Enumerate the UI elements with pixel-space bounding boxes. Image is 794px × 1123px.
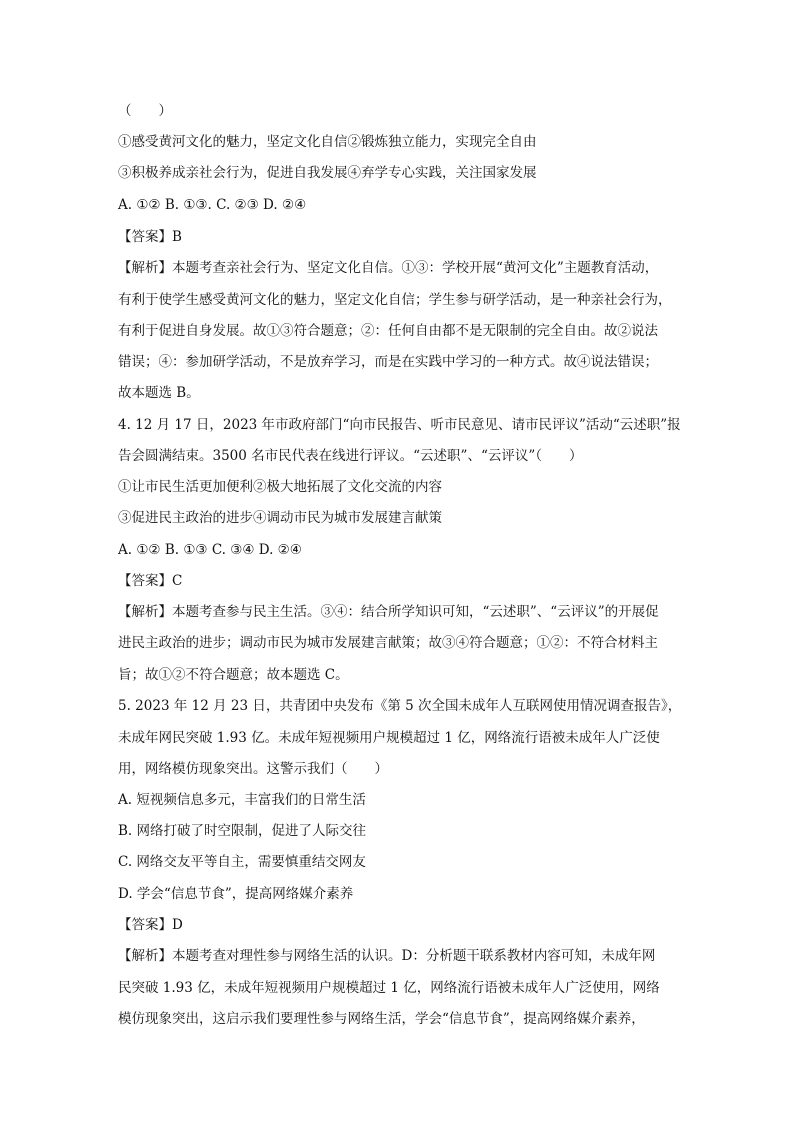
- q3-stem-tail: （ ）: [118, 103, 172, 119]
- q5-answer: 【答案】D: [118, 917, 183, 933]
- q4-stem-line-2: 告会圆满结束。3500 名市民代表在线进行评议。“云述职”、“云评议”（ ）: [118, 448, 583, 464]
- q5-analysis-line-3: 模仿现象突出，这启示我们要理性参与网络生活，学会“信息节食”，提高网络媒介素养，: [118, 1011, 645, 1027]
- q3-items-line-2: ③积极养成亲社会行为，促进自我发展④弃学专心实践，关注国家发展: [118, 165, 537, 181]
- q4-answer: 【答案】C: [118, 573, 183, 589]
- q5-option-b: B. 网络打破了时空限制，促进了人际交往: [118, 823, 367, 839]
- q3-analysis-line-4: 错误；④：参加研学活动，不是放弃学习，而是在实践中学习的一种方式。故④说法错误；: [118, 354, 658, 370]
- q5-option-c: C. 网络交友平等自主，需要慎重结交网友: [118, 854, 366, 870]
- q3-analysis-line-2: 有利于使学生感受黄河文化的魅力，坚定文化自信；学生参与研学活动，是一种亲社会行为，: [118, 292, 672, 308]
- q3-analysis-line-1: 【解析】本题考查亲社会行为、坚定文化自信。①③：学校开展“黄河文化”主题教育活动，: [118, 260, 659, 276]
- q5-option-a: A. 短视频信息多元，丰富我们的日常生活: [118, 792, 366, 808]
- q4-items-line-1: ①让市民生活更加便利②极大地拓展了文化交流的内容: [118, 479, 442, 495]
- q4-analysis-line-2: 进民主政治的进步；调动市民为城市发展建言献策；故③④符合题意；①②：不符合材料主: [118, 635, 658, 651]
- q4-items-line-2: ③促进民主政治的进步④调动市民为城市发展建言献策: [118, 510, 442, 526]
- q3-analysis-line-5: 故本题选 B。: [118, 385, 200, 401]
- q5-option-d: D. 学会“信息节食”，提高网络媒介素养: [118, 886, 354, 902]
- q3-options: A. ①② B. ①③. C. ②③ D. ②④: [118, 197, 307, 213]
- q3-answer: 【答案】B: [118, 229, 182, 245]
- q4-analysis-line-3: 旨；故①②不符合题意；故本题选 C。: [118, 667, 349, 683]
- q5-stem-line-1: 5. 2023 年 12 月 23 日，共青团中央发布《第 5 次全国未成年人互联网使用情况调查报告》，: [118, 698, 682, 714]
- q5-analysis-line-2: 民突破 1.93 亿，未成年短视频用户规模超过 1 亿，网络流行语被未成年人广泛使用，网络: [118, 980, 660, 996]
- q5-stem-line-2: 未成年网民突破 1.93 亿。未成年短视频用户规模超过 1 亿，网络流行语被未成年人广泛使: [118, 730, 660, 746]
- q4-options: A. ①② B. ①③ C. ③④ D. ②④: [118, 542, 302, 558]
- q5-stem-line-3: 用，网络模仿现象突出。这警示我们（ ）: [118, 761, 388, 777]
- q4-stem-line-1: 4. 12 月 17 日，2023 年市政府部门“向市民报告、听市民意见、请市民评议”活动“云述职”报: [118, 417, 681, 433]
- q4-analysis-line-1: 【解析】本题考查参与民主生活。③④：结合所学知识可知，“云述职”、“云评议”的开展促: [118, 604, 659, 620]
- q3-analysis-line-3: 有利于促进自身发展。故①③符合题意；②：任何自由都不是无限制的完全自由。故②说法: [118, 323, 658, 339]
- q5-analysis-line-1: 【解析】本题考查对理性参与网络生活的认识。D：分析题干联系教材内容可知，未成年网: [118, 948, 656, 964]
- q3-items-line-1: ①感受黄河文化的魅力，坚定文化自信②锻炼独立能力，实现完全自由: [118, 134, 537, 150]
